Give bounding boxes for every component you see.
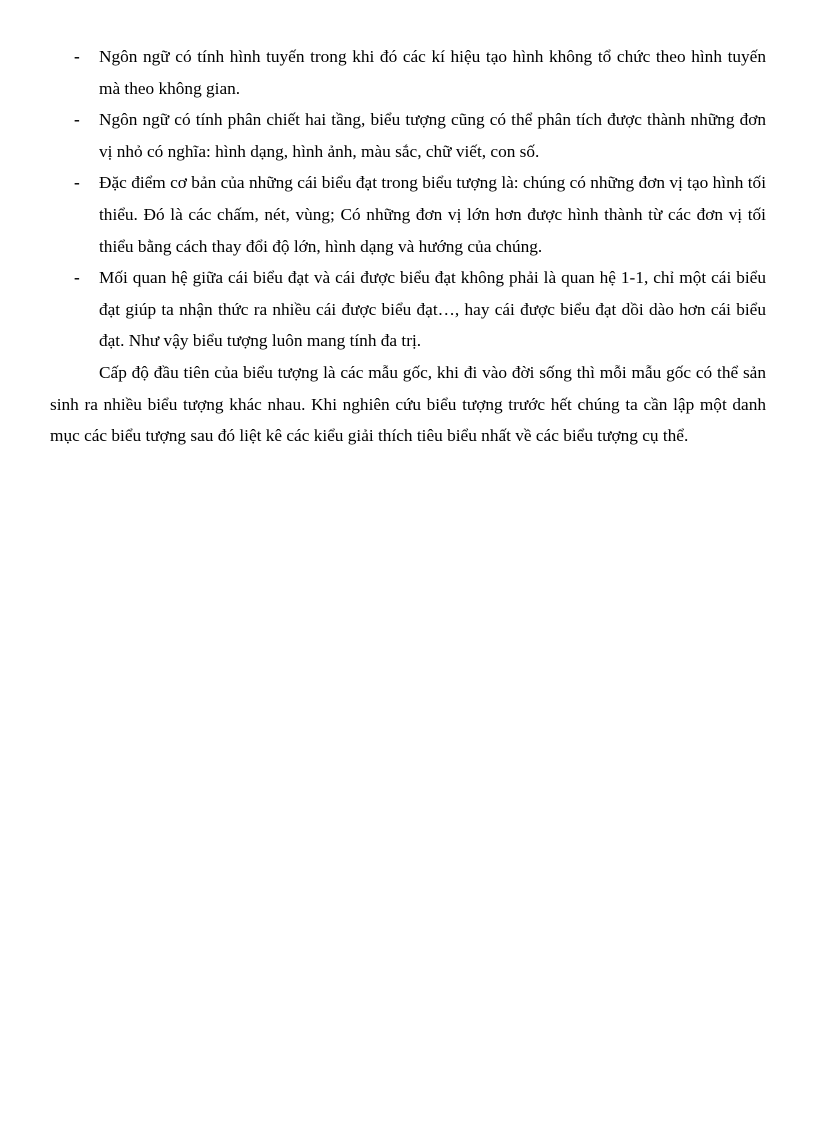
bullet-item (50, 167, 766, 262)
bullet-item (50, 262, 766, 357)
bullet-item (50, 104, 766, 167)
bullet-text: Mối quan hệ giữa cái biểu đạt và cái được biểu đạt không phải là quan hệ 1-1, chỉ một cái biểu đạt giúp ta nhận thức ra nhiều cái được biểu đạt…, hay cái được biểu đạt dồi dào hơn cái biểu đạt. Như vậy biểu tượng luôn mang tính đa trị. (99, 268, 766, 351)
bullet-text: Ngôn ngữ có tính phân chiết hai tầng, biểu tượng cũng có thể phân tích được thành những đơn vị nhỏ có nghĩa: hình dạng, hình ảnh, màu sắc, chữ viết, con số. (99, 110, 766, 161)
bullet-dash: - (74, 173, 80, 193)
body-paragraph: Cấp độ đầu tiên của biểu tượng là các mẫu gốc, khi đi vào đời sống thì mỗi mẫu gốc có thể sản sinh ra nhiều biểu tượng khác nhau. Khi nghiên cứu biểu tượng trước hết chúng ta cần lập một danh mục các biểu tượng sau đó liệt kê các kiểu giải thích tiêu biểu nhất về các biểu tượng cụ thể. (50, 362, 766, 446)
bullet-text: Đặc điểm cơ bản của những cái biểu đạt trong biểu tượng là: chúng có những đơn vị tạo hình tối thiểu. Đó là các chấm, nét, vùng; Có những đơn vị lớn hơn được hình thành từ các đơn vị tối thiểu bằng cách thay đổi độ lớn, hình dạng và hướng của chúng. (99, 173, 766, 256)
bullet-dash: - (74, 47, 80, 66)
page-body (50, 41, 766, 452)
bullet-text: Ngôn ngữ có tính hình tuyến trong khi đó các kí hiệu tạo hình không tổ chức theo hình tuyến mà theo không gian. (99, 47, 766, 98)
bullet-item (50, 41, 766, 104)
bullet-dash: - (74, 110, 80, 130)
bullet-dash: - (74, 268, 80, 288)
